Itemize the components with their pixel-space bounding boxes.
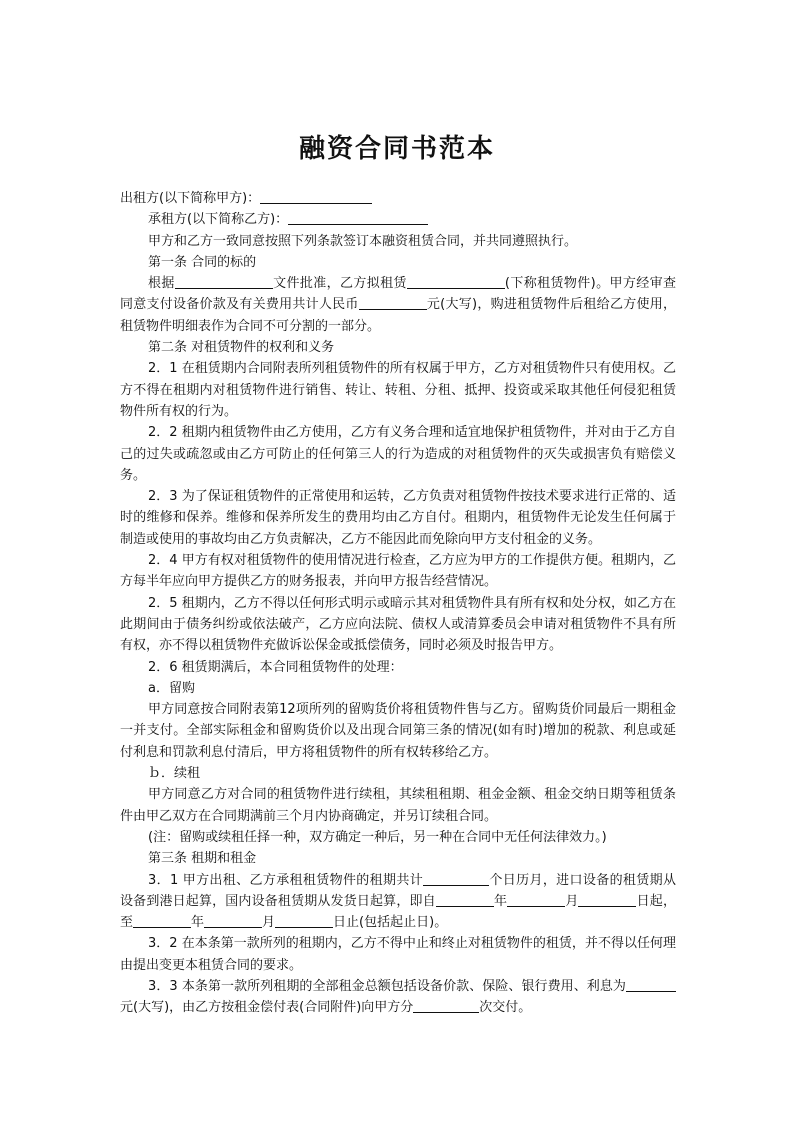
- clause-2-5: 2．5 租期内，乙方不得以任何形式明示或暗示其对租赁物件具有所有权和处分权，如乙方在此期间由于债务纠纷或依法破产，乙方应向法院、债权人或清算委员会申请对租赁物件不具有所有权，亦不得以租赁物件充做诉讼保金或抵偿债务，同时必须及时报告甲方。: [120, 595, 676, 654]
- p33-text-c: 次交付。: [479, 1000, 532, 1016]
- p31-text-b: 个日历月，进口设备的租赁期从设备到港日起算，国内设备租赁期从发货日起算，即自: [120, 872, 676, 909]
- clause-2-1: 2．1 在租赁期内合同附表所列租赁物件的所有权属于甲方，乙方对租赁物件只有使用权。乙方不得在租期内对租赁物件进行销售、转让、转租、分租、抵押、投资或采取其他任何侵犯租赁物件所有权的行为。: [120, 361, 676, 419]
- p31-text-a: 3．1 甲方出租、乙方承租租赁物件的租期共计: [148, 872, 424, 888]
- art1-text-a: 根据: [148, 276, 175, 292]
- clause-2-4: 2．4 甲方有权对租赁物件的使用情况进行检查，乙方应为甲方的工作提供方便。租期内，乙方每半年应向甲方提供乙方的财务报表，并向甲方报告经营情况。: [120, 553, 676, 590]
- article-1-heading: 第一条 合同的标的: [148, 254, 257, 270]
- p33-text-b: 元(大写)，由乙方按租金偿付表(合同附件)向甲方分: [120, 1000, 414, 1016]
- option-a-paragraph: 甲方同意按合同附表第12项所列的留购货价将租赁物件售与乙方。留购货价同最后一期租金一并支付。全部实际租金和留购货价以及出现合同第三条的情况(如有时)增加的税款、利息或延付利息和罚款利息付清后，甲方将租赁物件的所有权转移给乙方。: [120, 702, 676, 760]
- end-year-blank[interactable]: [133, 913, 191, 928]
- lessee-line: [120, 209, 676, 230]
- page-title: 融资合同书范本: [298, 134, 495, 164]
- clause-2-6: 2．6 租赁期满后，本合同租赁物件的处理：: [148, 659, 403, 675]
- document-body: [120, 188, 676, 1019]
- start-month-blank[interactable]: [507, 892, 565, 907]
- p31-text-d: 月: [565, 893, 579, 909]
- total-amount-blank[interactable]: [359, 295, 427, 310]
- clause-3-3: [120, 976, 676, 1019]
- p31-text-e: 日起，至: [120, 893, 676, 931]
- option-a-heading: a．留购: [148, 680, 195, 696]
- p33-text-a: 3．3 本条第一款所列租期的全部租金总额包括设备价款、保险、银行费用、利息为: [148, 978, 626, 994]
- end-day-blank[interactable]: [275, 913, 333, 928]
- intro-paragraph: 甲方和乙方一致同意按照下列条款签订本融资租赁合同，并共同遵照执行。: [148, 233, 578, 249]
- article-3-heading: 第三条 租期和租金: [148, 851, 257, 867]
- start-day-blank[interactable]: [578, 892, 636, 907]
- start-year-blank[interactable]: [436, 892, 494, 907]
- art1-text-d: 元(大写)，购进租赁物件后租给乙方使用，租赁物件明细表作为合同不可分割的一部分。: [120, 297, 676, 334]
- clause-2-3: 2．3 为了保证租赁物件的正常使用和运转，乙方负责对租赁物件按技术要求进行正常的、适时的维修和保养。维修和保养所发生的费用均由乙方自付。租期内，租赁物件无论发生任何属于制造或使用的事故均由乙方负责解决，乙方不能因此而免除向甲方支付租金的义务。: [120, 489, 676, 547]
- installments-blank[interactable]: [413, 998, 479, 1013]
- note-paragraph: (注：留购或续租任择一种，双方确定一种后，另一种在合同中无任何法律效力。): [148, 829, 607, 845]
- p31-text-g: 月: [262, 915, 276, 931]
- lessor-line: [120, 188, 676, 209]
- lessee-label: 承租方(以下简称乙方)：: [148, 212, 289, 228]
- clause-3-2: 3．2 在本条第一款所列的租期内，乙方不得中止和终止对租赁物件的租赁，并不得以任何理由提出变更本租赁合同的要求。: [120, 936, 676, 973]
- approval-document-blank[interactable]: [175, 274, 273, 289]
- art1-text-b: 文件批准，乙方拟租赁: [272, 276, 407, 292]
- lessor-blank[interactable]: [260, 189, 372, 204]
- article-1-paragraph: [120, 273, 676, 337]
- lessee-blank[interactable]: [288, 210, 428, 225]
- clause-2-2: 2．2 租期内租赁物件由乙方使用，乙方有义务合理和适宜地保护租赁物件，并对由于乙方自己的过失或疏忽或由乙方可防止的任何第三人的行为造成的对租赁物件的灭失或损害负有赔偿义务。: [120, 425, 676, 483]
- p31-text-c: 年: [493, 893, 508, 909]
- p31-text-h: 日止(包括起止日)。: [333, 915, 448, 931]
- lessor-label: 出租方(以下简称甲方)：: [120, 191, 261, 206]
- total-rent-blank[interactable]: [626, 977, 676, 992]
- leased-item-blank[interactable]: [407, 274, 505, 289]
- article-2-heading: 第二条 对租赁物件的权利和义务: [148, 340, 335, 356]
- p31-text-f: 年: [191, 915, 205, 931]
- lease-months-blank[interactable]: [423, 871, 489, 886]
- art1-text-c: (下称租赁物件)。甲方经审查同意支付设备价款及有关费用共计人民币: [120, 276, 676, 313]
- clause-3-1: [120, 870, 676, 934]
- end-month-blank[interactable]: [204, 913, 262, 928]
- option-b-paragraph: 甲方同意乙方对合同的租赁物件进行续租，其续租租期、租金金额、租金交纳日期等租赁条件由甲乙双方在合同期满前三个月内协商确定，并另订续租合同。: [120, 787, 676, 824]
- option-b-heading: ｂ．续租: [148, 766, 201, 782]
